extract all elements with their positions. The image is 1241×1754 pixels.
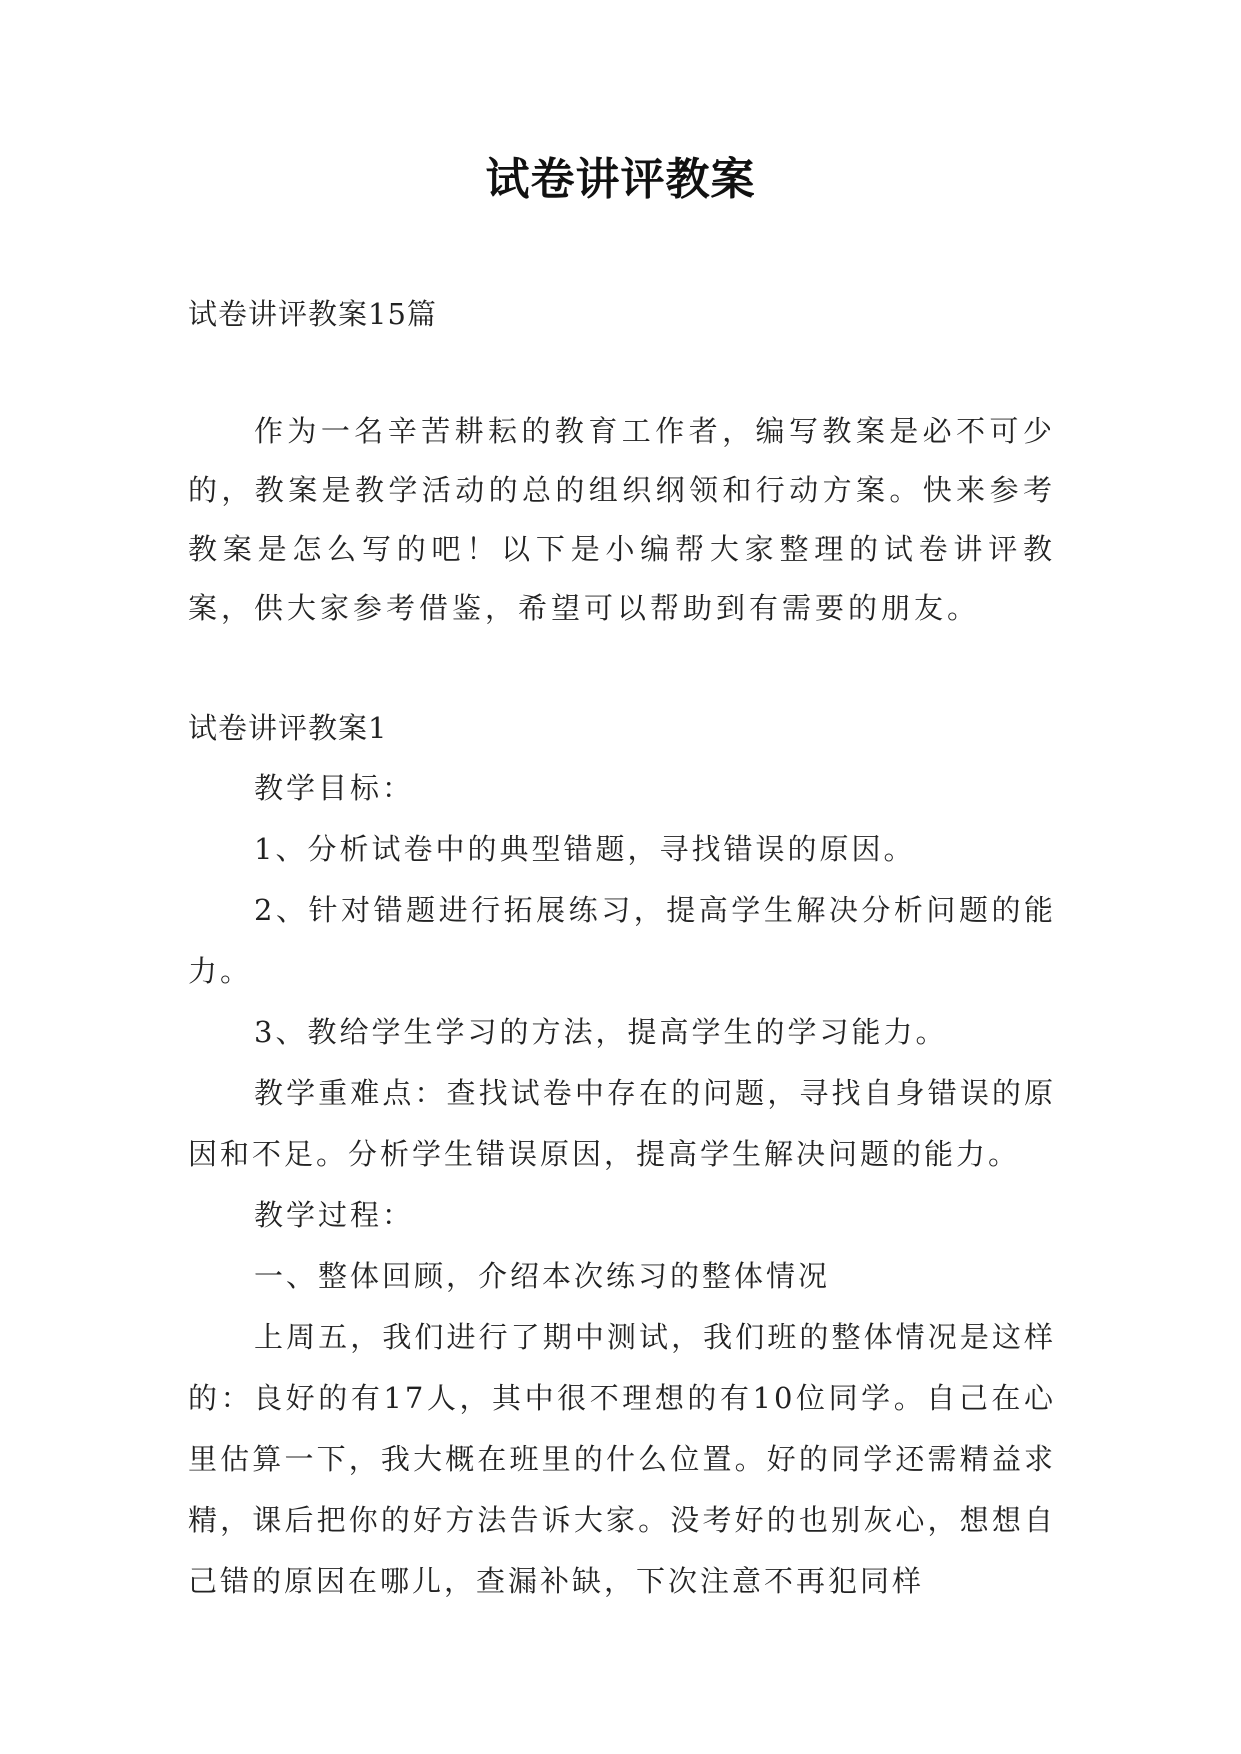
body-paragraph: 教学过程： xyxy=(254,1198,415,1232)
document-title: 试卷讲评教案 xyxy=(485,154,756,205)
intro-paragraph: 作为一名辛苦耕耘的教育工作者，编写教案是必不可少的，教案是教学活动的总的组织纲领和行动方案。快来参考教案是怎么写的吧！以下是小编帮大家整理的试卷讲评教案，供大家参考借鉴，希望可以帮助到有需要的朋友。 xyxy=(188,414,1056,625)
lesson-plan-section xyxy=(188,698,1056,1612)
body-paragraph: 教学目标： xyxy=(254,771,415,805)
body-paragraph: 2、针对错题进行拓展练习，提高学生解决分析问题的能力。 xyxy=(188,893,1056,988)
body-paragraph: 上周五，我们进行了期中测试，我们班的整体情况是这样的：良好的有17人，其中很不理想的有10位同学。自己在心里估算一下，我大概在班里的什么位置。好的同学还需精益求精，课后把你的好方法告诉大家。没考好的也别灰心，想想自己错的原因在哪儿，查漏补缺，下次注意不再犯同样 xyxy=(188,1320,1056,1598)
body-paragraph: 教学重难点：查找试卷中存在的问题，寻找自身错误的原因和不足。分析学生错误原因，提高学生解决问题的能力。 xyxy=(188,1076,1056,1171)
document-subtitle: 试卷讲评教案15篇 xyxy=(188,297,437,331)
section-heading: 试卷讲评教案1 xyxy=(188,711,388,745)
body-paragraph: 3、教给学生学习的方法，提高学生的学习能力。 xyxy=(254,1015,948,1049)
body-paragraph: 1、分析试卷中的典型错题，寻找错误的原因。 xyxy=(254,832,916,866)
body-paragraph: 一、整体回顾，介绍本次练习的整体情况 xyxy=(254,1259,831,1293)
